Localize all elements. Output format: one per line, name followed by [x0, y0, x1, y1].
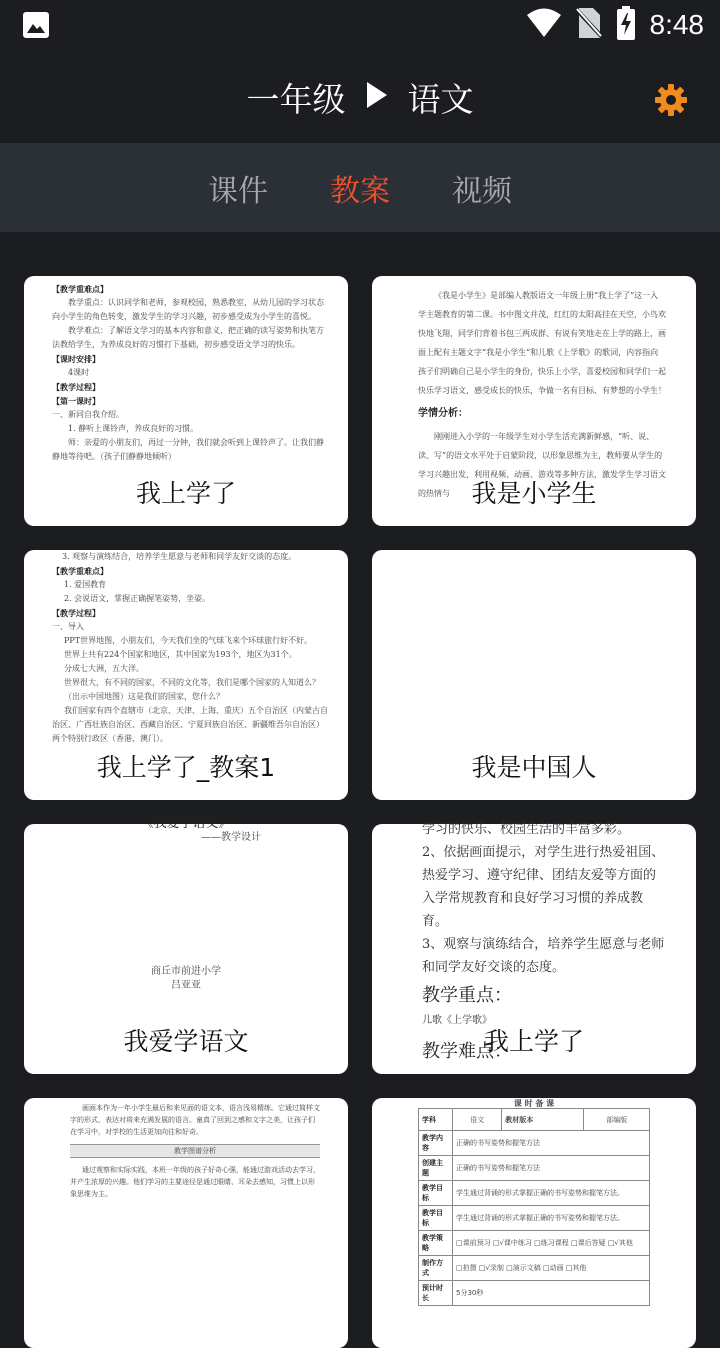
table-cell: 教学目标	[419, 1206, 453, 1231]
preview-line: 教学难点：了解语文学习的基本内容和意义，把正确的读写姿势和执笔方法教给学生，为养成良好的习惯打下基础，初步感受语文学习的快乐。	[52, 326, 324, 349]
table-cell: 语文	[453, 1109, 502, 1131]
document-preview	[24, 276, 348, 462]
lesson-card[interactable]	[24, 1098, 348, 1348]
table-cell: □课前预习 □√课中练习 □练习课程 □课后答疑 □√其他	[453, 1231, 650, 1256]
preview-line: 教学重点：认识同学和老师，参观校园，熟悉教室，从幼儿园的学习状态向小学生的角色转变，激发学生的学习兴趣，初步感受成为小学生的喜悦。	[52, 298, 324, 321]
grade-label[interactable]: 一年级	[246, 80, 346, 119]
preview-line: ——教学设计	[201, 832, 261, 843]
lesson-card[interactable]	[372, 824, 696, 1074]
table-cell: 教材版本	[502, 1109, 584, 1131]
status-bar	[0, 0, 720, 50]
clock: 8:48	[649, 9, 704, 40]
preview-line: 师：亲爱的小朋友们，再过一分钟，我们就会听到上课铃声了。让我们静静地等待吧。（孩子们静静地倾听）	[52, 438, 324, 461]
card-title: 我上学了	[483, 1027, 584, 1056]
tab-video[interactable]: 视频	[452, 173, 512, 209]
table-cell: 制作方式	[419, 1256, 453, 1281]
card-title: 我上学了	[135, 479, 236, 508]
preview-line: 一、导入	[52, 622, 84, 631]
card-title: 我是小学生	[471, 479, 597, 508]
lesson-card[interactable]	[372, 1098, 696, 1348]
tab-lesson-plan[interactable]: 教案	[330, 173, 390, 209]
preview-line: PPT世界地图，小朋友们，今天我们坐的气球飞来个环球旅行好不好。	[64, 636, 313, 645]
lesson-card[interactable]	[372, 276, 696, 526]
breadcrumb	[0, 74, 720, 121]
table-cell: 教学策略	[419, 1231, 453, 1256]
document-preview	[24, 1098, 348, 1284]
preview-line: 【教学过程】	[52, 382, 100, 392]
preview-line: 画面本作为一年小学生最后和来见面的语文本，语言浅易精练。它通过简样文字的形式，表达对将来充满发展的语言。童真了回到之感和文字之美，让孩子们在学习中，对学校的生活更加向往和好奇。	[70, 1104, 320, 1136]
tab-courseware[interactable]: 课件	[208, 173, 268, 209]
wifi-icon	[526, 8, 562, 42]
preview-line: 2、依据画面提示，对学生进行热爱祖国、热爱学习、遵守纪律、团结友爱等方面的入学常规教育和良好学习习惯的养成教育。	[422, 845, 665, 929]
play-arrow-icon	[366, 78, 388, 117]
preview-line: 学习的快乐、校园生活的丰富多彩。	[422, 822, 631, 837]
preview-line: 一、新同自我介绍。	[52, 410, 124, 419]
preview-line: 3. 观察与演练结合，培养学生愿意与老师和同学友好交谈的态度。	[62, 552, 297, 561]
preview-line: 《我是小学生》是部编人教版语文一年级上册“我上学了”这一入学主题教育的第二课。书中图文并茂，红红的太阳高挂在天空，小鸟欢快地飞翔，同学们背着书包三两成群、有说有笑地走在上学的路上，画面上配有主题文字“我是小学生”和儿歌《上学歌》的歌词，内容指向孩子们明确自己是小学生的身份，快乐上小学，喜爱校园和同学们一起快乐学习语文，感受成长的快乐，争做一名有目标、有梦想的小学生！	[418, 291, 666, 395]
preview-line: 1. 爱国教育	[64, 580, 107, 589]
preview-heading: 教学难点：	[422, 1041, 512, 1062]
document-preview	[372, 276, 696, 498]
table-cell: 正确的书写姿势和握笔方法	[453, 1156, 650, 1181]
table-cell: 学科	[419, 1109, 453, 1131]
preview-line: 【教学重难点】	[52, 284, 108, 294]
document-preview	[24, 550, 348, 743]
tab-bar	[0, 143, 720, 232]
table-cell: 学生通过背诵的形式掌握正确的书写姿势和握笔方法。	[453, 1181, 650, 1206]
preview-line: 【教学过程】	[52, 608, 100, 618]
preview-line: 通过观察和实际实践，本班一年级的孩子好奇心强，能通过游戏活动去学习，并产生浓厚的兴趣。他们学习的主要途径是通过眼睛、耳朵去感知，习惯上以形象思维为主。	[70, 1166, 320, 1198]
preview-line: 我们国家有四个直辖市（北京、天津、上海、重庆）五个自治区（内蒙古自治区、广西壮族自治区、西藏自治区、宁夏回族自治区、新疆维吾尔自治区）两个特别行政区（香港、澳门）。	[52, 706, 328, 743]
lesson-card[interactable]	[24, 816, 348, 1074]
subject-label[interactable]: 语文	[407, 80, 474, 119]
preview-line: 学情分析：	[418, 408, 468, 419]
preview-line: 刚刚进入小学的一年级学生对小学生活充满新鲜感，“听、说、读、写”的语文水平处于启蒙阶段，以形象思维为主，教师要从学生的学习兴趣出发，利用视频、动画、游戏等多种方法，激发学生学习语文的热情与	[418, 432, 666, 498]
preview-line: 课 时 备 课	[513, 1098, 555, 1108]
preview-line: 【课时安排】	[52, 354, 100, 364]
table-cell: 5分30秒	[453, 1281, 650, 1306]
preview-line: 4课时	[68, 368, 90, 377]
preview-line: 1. 静听上课铃声，养成良好的习惯。	[68, 424, 199, 433]
table-cell: 创建主题	[419, 1156, 453, 1181]
preview-line: 【第一课时】	[52, 396, 100, 406]
battery-charging-icon	[616, 6, 636, 44]
gear-icon[interactable]	[655, 84, 687, 120]
table-cell: 学生通过背诵的形式掌握正确的书写姿势和握笔方法。	[453, 1206, 650, 1231]
table-cell: 教学目标	[419, 1181, 453, 1206]
document-preview	[372, 1098, 696, 1302]
preview-line: 吕亚亚	[171, 980, 201, 991]
preview-line: 3、观察与演练结合，培养学生愿意与老师和同学友好交谈的态度。	[422, 937, 665, 975]
preview-line: 【教学重难点】	[52, 566, 108, 576]
preview-line: 商丘市前进小学	[151, 966, 221, 977]
preview-line: 教学图谱分析	[70, 1144, 320, 1158]
card-title: 我爱学语文	[123, 1027, 249, 1056]
preview-line: （出示中国地图）这是我们的国家，您什么？	[64, 692, 224, 701]
card-title: 我上学了_教案1	[96, 753, 276, 782]
preview-heading: 教学重点：	[422, 985, 512, 1006]
lesson-card[interactable]	[372, 550, 696, 800]
preview-line: 世界上共有224个国家和地区，其中国家为193个，地区为31个。	[64, 650, 297, 659]
image-notification-icon	[22, 11, 50, 43]
table-cell: □拍摄 □√录制 □演示文稿 □动画 □其他	[453, 1256, 650, 1281]
preview-table	[418, 1108, 650, 1306]
card-title: 我是中国人	[471, 753, 597, 782]
preview-line: 儿歌《上学歌》	[422, 1015, 492, 1026]
table-cell: 教学内容	[419, 1131, 453, 1156]
lesson-card[interactable]	[24, 550, 348, 800]
table-cell: 正确的书写姿势和握笔方法	[453, 1131, 650, 1156]
preview-line: 2. 会说语文，掌握正确握笔姿势，坐姿。	[64, 594, 211, 603]
table-cell: 预计时长	[419, 1281, 453, 1306]
lesson-card[interactable]	[24, 276, 348, 526]
document-preview	[24, 816, 348, 1010]
preview-line: 分成七大洲，五大洋。	[64, 664, 144, 673]
no-sim-icon	[576, 7, 602, 43]
preview-line: 《我爱学语文》	[140, 816, 232, 831]
document-preview-blank	[372, 550, 696, 736]
table-cell: 部编版	[584, 1109, 650, 1131]
header	[0, 50, 720, 143]
preview-line: 世界很大，有不同的国家，不同的文化等，我们是哪个国家的人知道么？	[64, 678, 320, 687]
